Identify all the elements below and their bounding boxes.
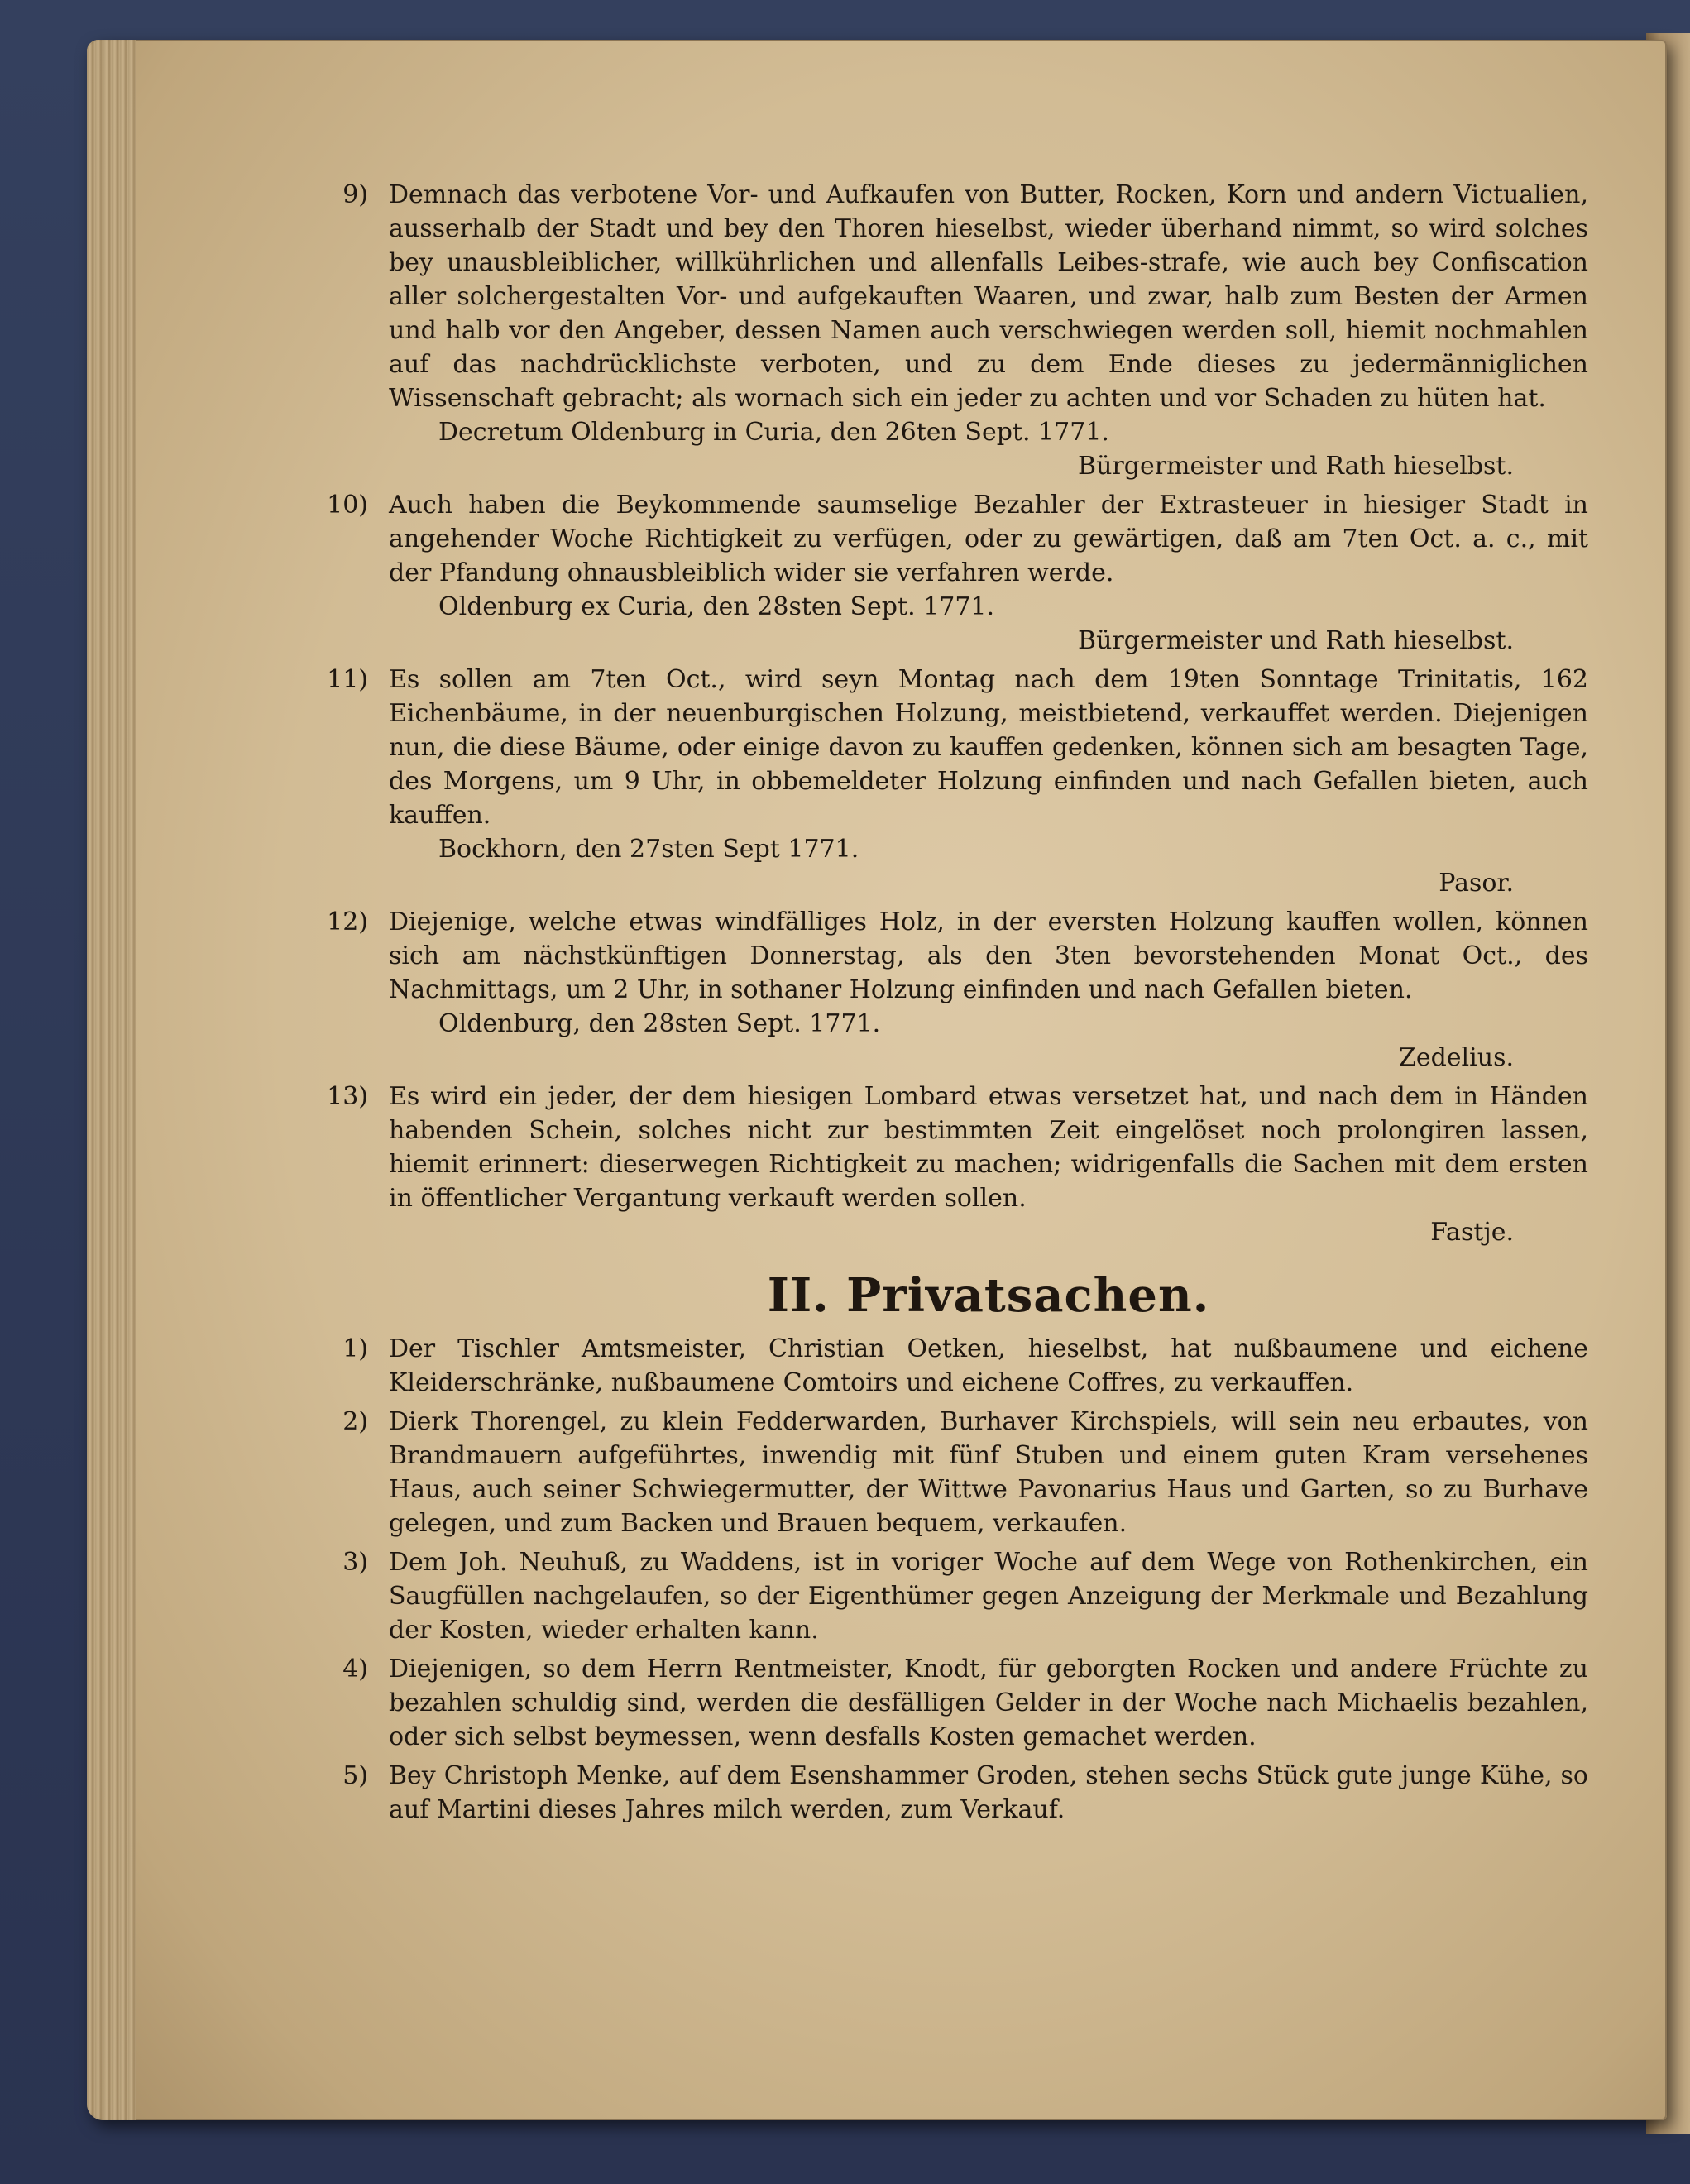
notice-signature: Zedelius. — [1399, 1043, 1514, 1072]
notice-number: 11) — [327, 665, 368, 694]
notice-number: 3) — [342, 1548, 368, 1577]
page-text — [327, 178, 1588, 1832]
notice-date: Oldenburg, den 28sten Sept. 1771. — [438, 1009, 881, 1038]
notice-number: 13) — [327, 1082, 368, 1111]
notice-body: Demnach das verbotene Vor- und Aufkaufen von Butter, Rocken, Korn und andern Victualien, ausserhalb der Stadt und bey den Thoren hieselbst, wieder überhand nimmt, so wird solches bey unausbleiblicher, willkührlichen und allenfalls Leibes-strafe, wie auch bey Confiscation aller solchergestalten Vor- und aufgekauften Waaren, und zwar, halb zum Besten der Armen und halb vor den Angeber, dessen Namen auch verschwiegen werden soll, hiemit nochmahlen auf das nachdrücklichste verboten, und zu dem Ende dieses zu jedermänniglichen Wissenschaft gebracht; als wornach sich ein jeder zu achten und vor Schaden zu hüten hat. — [389, 180, 1588, 413]
notice-date: Bockhorn, den 27sten Sept 1771. — [438, 835, 859, 864]
notice-12 — [327, 905, 1588, 1075]
notice-date: Decretum Oldenburg in Curia, den 26ten Sept. 1771. — [438, 418, 1109, 447]
notice-signature: Pasor. — [1439, 869, 1514, 898]
notice-number: 2) — [342, 1407, 368, 1436]
notice-signature: Fastje. — [1430, 1218, 1514, 1247]
notice-11 — [327, 663, 1588, 900]
notice-number: 1) — [342, 1334, 368, 1363]
notice-body: Dierk Thorengel, zu klein Fedderwarden, Burhaver Kirchspiels, will sein neu erbautes, von Brandmauern aufgeführtes, inwendig mit fünf Stuben und einem guten Kram versehenes Haus, auch seiner Schwiegermutter, der Wittwe Pavonarius Haus und Garten, so zu Burhave gelegen, und zum Backen und Brauen bequem, verkaufen. — [389, 1407, 1588, 1538]
notice-number: 10) — [327, 491, 368, 520]
notice-date: Oldenburg ex Curia, den 28sten Sept. 1771. — [438, 592, 995, 621]
notice-body: Es sollen am 7ten Oct., wird seyn Montag nach dem 19ten Sonntage Trinitatis, 162 Eichenbäume, in der neuenburgischen Holzung, meistbietend, verkauffet werden. Diejenigen nun, die diese Bäume, oder einige davon zu kauffen gedenken, können sich am besagten Tage, des Morgens, um 9 Uhr, in obbemeldeter Holzung einfinden und nach Gefallen bieten, auch kauffen. — [389, 665, 1588, 830]
private-notice-5 — [342, 1759, 1588, 1827]
private-notice-4 — [342, 1652, 1588, 1754]
notice-body: Der Tischler Amtsmeister, Christian Oetken, hieselbst, hat nußbaumene und eichene Kleiderschränke, nußbaumene Comtoirs und eichene Coffres, zu verkauffen. — [389, 1334, 1588, 1397]
notice-signature: Bürgermeister und Rath hieselbst. — [1078, 452, 1514, 481]
notice-number: 12) — [327, 908, 368, 936]
notice-body: Auch haben die Beykommende saumselige Bezahler der Extrasteuer in hiesiger Stadt in angehender Woche Richtigkeit zu verfügen, oder zu gewärtigen, daß am 7ten Oct. a. c., mit der Pfandung ohnausbleiblich wider sie verfahren werde. — [389, 491, 1588, 587]
notice-signature: Bürgermeister und Rath hieselbst. — [1078, 626, 1514, 655]
notice-10 — [327, 488, 1588, 658]
notice-body: Dem Joh. Neuhuß, zu Waddens, ist in voriger Woche auf dem Wege von Rothenkirchen, ein Saugfüllen nachgelaufen, so der Eigenthümer gegen Anzeigung der Merkmale und Bezahlung der Kosten, wieder erhalten kann. — [389, 1548, 1588, 1645]
notice-body: Es wird ein jeder, der dem hiesigen Lombard etwas versetzet hat, und nach dem in Händen habenden Schein, solches nicht zur bestimmten Zeit eingelöset noch prolongiren lassen, hiemit erinnert: dieserwegen Richtigkeit zu machen; widrigenfalls die Sachen mit dem ersten in öffentlicher Vergantung verkauft werden sollen. — [389, 1082, 1588, 1213]
notice-number: 9) — [342, 180, 368, 209]
section-heading: II. Privatsachen. — [767, 1268, 1210, 1323]
private-notice-3 — [342, 1545, 1588, 1647]
private-notice-2 — [342, 1405, 1588, 1540]
page-stack-edge — [87, 40, 136, 2120]
notice-body: Diejenigen, so dem Herrn Rentmeister, Knodt, für geborgten Rocken und andere Früchte zu bezahlen schuldig sind, werden die desfälligen Gelder in der Woche nach Michaelis bezahlen, oder sich selbst beymessen, wenn desfalls Kosten gemachet werden. — [389, 1655, 1588, 1751]
private-notice-1 — [342, 1332, 1588, 1400]
notice-9 — [342, 178, 1588, 483]
notice-number: 4) — [342, 1655, 368, 1684]
notice-body: Diejenige, welche etwas windfälliges Holz, in der eversten Holzung kauffen wollen, können sich am nächstkünftigen Donnerstag, als den 3ten bevorstehenden Monat Oct., des Nachmittags, um 2 Uhr, in sothaner Holzung einfinden und nach Gefallen bieten. — [389, 908, 1588, 1004]
notice-number: 5) — [342, 1761, 368, 1790]
notice-13 — [327, 1080, 1588, 1249]
notice-body: Bey Christoph Menke, auf dem Esenshammer Groden, stehen sechs Stück gute junge Kühe, so auf Martini dieses Jahres milch werden, zum Verkauf. — [389, 1761, 1588, 1824]
